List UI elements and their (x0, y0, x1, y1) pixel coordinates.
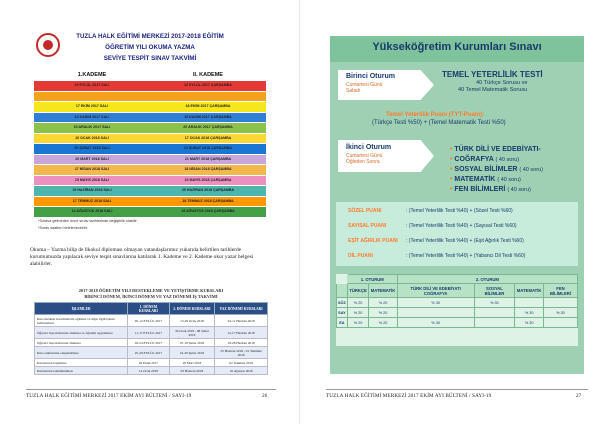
score-type-label: SAYISAL PUANI (348, 223, 387, 229)
score-type-label: EŞİT AĞIRLIK PUANI (348, 238, 398, 244)
score-formula-row (348, 223, 517, 229)
schedule-rows (34, 81, 266, 217)
weight-table-row (337, 318, 578, 328)
weight-table-corner (337, 275, 348, 284)
subject-question-count: ( 40 soru) (519, 167, 543, 173)
poster-title: Yükseköğretim Kurumları Sınavı (372, 41, 542, 53)
table-cell: 18-24 EYLÜL 2017 (128, 339, 169, 347)
weight-cell: % 30 (397, 298, 474, 308)
weight-group-session-1: 1. OTURUM (347, 275, 397, 284)
course-calendar-table (34, 302, 268, 375)
weight-subheader-cell: TÜRK DİLİ VE EDEBİYATI COĞRAFYA (397, 284, 474, 298)
session-1-time: Sabah (346, 88, 361, 94)
schedule-date-level-2: 17 OCAK 2018 ÇARŞAMBA (184, 135, 232, 140)
weight-cell: % 30 (474, 298, 515, 308)
session-2-name: İkinci Oturum (346, 144, 392, 151)
subject-line (450, 176, 521, 183)
weight-cell (474, 308, 515, 318)
schedule-date-level-2: 20 HAZİRAN 2018 ÇARŞAMBA (181, 188, 235, 192)
footer-rule-right (326, 389, 588, 390)
table-row (35, 327, 268, 339)
table-body (35, 315, 268, 375)
schedule-date-level-1: 19 EYLÜL 2017 SALI (74, 83, 110, 87)
weight-subheader-cell: MATEMATİK (515, 284, 544, 298)
weight-cell (515, 298, 544, 308)
schedule-row (34, 144, 266, 154)
weight-cell: % 20 (347, 308, 368, 318)
schedule-row (34, 186, 266, 196)
subject-line (450, 146, 541, 153)
table-cell: 11-17 EYLÜL 2017 (128, 327, 169, 339)
footer-title-left: TUZLA HALK EĞİTİMİ MERKEZİ 2017 EKİM AYI BÜLTENİ / SAYI-19 (26, 393, 192, 399)
tyt-score-line-1: Temel Yeterlilik Puanı (TYT-Puanı): (386, 112, 485, 118)
schedule-date-level-2: 15 KASIM 2017 ÇARŞAMBA (184, 114, 232, 119)
schedule-note-1: *Sınava gelmeden önce sınav tarihlerinde değişiklik olabilir (38, 218, 137, 223)
table-row (35, 347, 268, 359)
subject-line (450, 166, 543, 173)
subject-line (450, 156, 519, 163)
course-calendar-table-image (34, 288, 268, 376)
table-cell: Kurs merkezi koordinatörü, eğitmen ve diğer ilgili işlerin belirlenmesi (35, 315, 128, 327)
table-cell: 14 Ocak 2018 (128, 367, 169, 375)
weight-cell: % 20 (369, 308, 398, 318)
tyt-score-line-2: (Türkçe Testi %50) + (Temel Matematik Testi %50) (372, 120, 506, 126)
weight-cell: % 30 (515, 318, 544, 328)
session-2-time: Öğleden Sonra (346, 159, 380, 165)
schedule-date-level-1: 17 NİSAN 2018 SALI (74, 167, 110, 171)
column-header-level-1: 1.KADEME (77, 72, 107, 78)
weight-cell: % 30 (515, 308, 544, 318)
subject-question-count: ( 40 soru) (507, 187, 531, 193)
schedule-date-level-1: 14 KASIM 2017 SALI (74, 114, 110, 119)
table-cell: 19-26 Şubat 2018 (169, 347, 215, 359)
subject-name: SOSYAL BİLİMLER (454, 166, 518, 173)
score-formula: : (Temel Yeterlilik Testi %40) + (Eşit Ağırlık Testi %60) (406, 238, 524, 244)
weight-table-row (337, 298, 578, 308)
weight-cell: % 20 (347, 298, 368, 308)
table-header-cell: YAZ DÖNEMİ KURSLARI (215, 303, 268, 315)
subject-question-count: ( 40 soru) (497, 177, 521, 183)
weight-table-body (337, 298, 578, 328)
institution-logo-icon (36, 33, 60, 57)
table-cell: 12-17 Haziran 2018 (215, 327, 268, 339)
score-formula: : (Temel Yeterlilik Testi %40) + (Yabancı Dil Testi %60) (406, 253, 526, 259)
subject-name: FEN BİLİMLERİ (454, 186, 506, 193)
schedule-date-level-2: 20 ARALIK 2017 ÇARŞAMBA (183, 125, 233, 129)
weight-cell: SÖZ (337, 298, 348, 308)
weight-subheader-cell: FEN BİLİMLERİ (543, 284, 577, 298)
score-formula-panel (336, 202, 578, 266)
tyt-title: TEMEL YETERLİLİK TESTİ (442, 70, 543, 79)
subject-bullet-icon: • (450, 166, 455, 173)
schedule-row (34, 123, 266, 133)
schedule-date-level-1: 20 ŞUBAT 2018 SALI (74, 146, 110, 150)
score-formula-row (348, 238, 524, 244)
schedule-date-level-2: 18 NİSAN 2018 ÇARŞAMBA (184, 167, 232, 171)
page-number-left: 26 (262, 393, 268, 399)
exam-schedule-card (34, 30, 266, 240)
session-2-day: Cumartesi Günü (346, 153, 383, 159)
weight-cell (543, 298, 577, 308)
schedule-date-level-2 (150, 92, 266, 102)
table-cell: 05-12 EYLÜL 2017 (128, 315, 169, 327)
table-header-cell: 1. DÖNEM KURSLARI (128, 303, 169, 315)
schedule-header (34, 30, 266, 70)
score-formula: : (Temel Yeterlilik Testi %40) + (Sayısal Testi %60) (406, 223, 517, 229)
weight-subheader-cell (337, 284, 348, 298)
schedule-row (34, 155, 266, 165)
table-cell: Kurslarının başlaması (35, 359, 128, 367)
subject-bullet-icon: • (450, 146, 455, 153)
schedule-date-level-2: 20 EYLÜL 2017 ÇARŞAMBA (184, 83, 232, 87)
literacy-exam-paragraph: Okuma – Yazma bilip de llkokul diploması olmayan vatandaşlarımız yukarıda belirtilen tarihlerde kurumumuzda yapılacak seviye tespit sınavlarına katılarak 1. Kademe ve 2. Kademe okur yazar belgesi alabilirler. (30, 247, 254, 268)
score-formula: : (Temel Yeterlilik Testi %40) + (Sözel Testi %60) (406, 208, 513, 214)
table-row (35, 315, 268, 327)
schedule-row (34, 134, 266, 144)
weight-cell (543, 318, 577, 328)
table-cell: Öğrenci başvurularının alınması ve öğretim uygulaması (35, 327, 128, 339)
table-header-cell: İŞLEMLER (35, 303, 128, 315)
weight-subheader-cell: TÜRKÇE (347, 284, 368, 298)
schedule-date-level-2: 16 MAYIS 2018 ÇARŞAMBA (184, 177, 232, 182)
weight-cell: % 30 (543, 308, 577, 318)
schedule-date-level-1: 15 MAYIS 2018 SALI (74, 177, 110, 182)
table-cell: Kurs sınıflarının oluşturulması (35, 347, 128, 359)
subject-question-count: ( 40 soru) (495, 157, 520, 163)
weight-cell: % 20 (369, 318, 398, 328)
schedule-date-level-1: 17 TEMMUZ 2018 SALI (72, 198, 112, 203)
schedule-date-level-2: 18 EKİM 2017 ÇARŞAMBA (185, 104, 231, 108)
subject-bullet-icon: • (450, 176, 455, 183)
weight-table-group-row (337, 275, 578, 284)
subject-line (450, 186, 531, 193)
schedule-date-level-2: 21 MART 2018 ÇARŞAMBA (184, 156, 232, 161)
schedule-date-level-1: 16 OCAK 2018 SALI (75, 135, 109, 140)
table-header-row (35, 303, 268, 315)
session-1-name: Birinci Oturum (346, 73, 396, 80)
schedule-date-level-1: 19 HAZİRAN 2018 SALI (72, 188, 112, 192)
footer-rule-left (26, 389, 276, 390)
table-cell: 25 Haziran 2018 - 01 Temmuz 2018 (215, 347, 268, 359)
right-page (300, 0, 600, 424)
table-cell: 04-11 Haziran 2018 (215, 315, 268, 327)
subject-name: MATEMATİK (454, 176, 496, 183)
schedule-title-line-2: ÖĞRETİM YILI OKUMA YAZMA (105, 44, 195, 51)
score-formula-row (348, 253, 525, 259)
table-row (35, 367, 268, 375)
schedule-row (34, 165, 266, 175)
table-cell: 07-18 Şubat 2018 (169, 339, 215, 347)
schedule-row (34, 92, 266, 102)
table-title-2: BİRİNCİ DÖNEM, İKİNCİ DÖNEM VE YAZ DÖNEMİ İŞ TAKVİMİ (84, 294, 218, 299)
weight-cell: SAY (337, 308, 348, 318)
schedule-title-line-1: TUZLA HALK EĞİTİMİ MERKEZİ 2017-2018 EĞİTİM (76, 33, 224, 40)
subject-bullet-icon: • (450, 156, 455, 163)
table-row (35, 339, 268, 347)
weight-table-row (337, 308, 578, 318)
table-cell: Kurslarının tamamlanması (35, 367, 128, 375)
yks-exam-poster (330, 36, 584, 374)
table-header-cell: 2. DÖNEM KURSLARI (169, 303, 215, 315)
page-number-right: 27 (576, 393, 582, 399)
table-title-1: 2017-2018 ÖĞRETİM YILI DESTEKLEME VE YETİŞTİRME KURSLARI (78, 288, 224, 293)
weight-cell (474, 318, 515, 328)
table-cell: 26 Mart 2018 (169, 359, 215, 367)
schedule-date-level-1: 20 MART 2018 SALI (75, 156, 109, 161)
table-row (35, 359, 268, 367)
score-type-label: SÖZEL PUANI (348, 208, 382, 214)
schedule-date-level-1: 17 EKİM 2017 SALI (75, 104, 109, 108)
schedule-row (34, 176, 266, 186)
subject-name: COĞRAFYA (454, 156, 494, 163)
schedule-date-level-1 (34, 92, 150, 102)
schedule-row (34, 102, 266, 112)
schedule-row (34, 113, 266, 123)
table-cell: 25-29 EYLÜL 2017 (128, 347, 169, 359)
table-cell: 02 Ekim 2017 (128, 359, 169, 367)
weight-cell: % 20 (369, 298, 398, 308)
schedule-date-level-1: 14 AĞUSTOS 2018 SALI (71, 209, 113, 213)
weight-cell: % 30 (397, 318, 474, 328)
weight-cell: EA (337, 318, 348, 328)
table-cell: 15-29 Ocak 2018 (169, 315, 215, 327)
table-cell: 30 Ocak 2018 - 08 Şubat 2018 (169, 327, 215, 339)
weight-table (336, 274, 578, 328)
subject-name: TÜRK DİLİ VE EDEBİYATI- (454, 146, 541, 153)
schedule-column-headers (34, 70, 266, 80)
weight-subheader-cell: MATEMATİK (369, 284, 398, 298)
session-1-day: Cumartesi Günü (346, 82, 383, 88)
score-type-label: DİL PUANI (348, 253, 373, 259)
schedule-note-2: *Sınav saatleri belirlenecektir. (38, 225, 88, 230)
weight-table-subheader-row (337, 284, 578, 298)
column-header-level-2: II. KADEME (193, 72, 223, 78)
table-cell: Öğrenci başvurularının alınması (35, 339, 128, 347)
schedule-row (34, 207, 266, 217)
tyt-line-2: 40 Temel Matematik Sorusu (458, 87, 528, 93)
weight-table-panel (336, 274, 578, 346)
weight-group-session-2: 2. OTURUM (397, 275, 577, 284)
schedule-date-level-1: 19 ARALIK 2017 SALI (73, 125, 111, 129)
tyt-line-1: 40 Türkçe Sorusu ve (476, 80, 528, 86)
schedule-date-level-2: 18 TEMMUZ 2018 ÇARŞAMBA (182, 198, 234, 203)
table-cell: 10 Ağustos 2018 (215, 367, 268, 375)
table-cell: 18-28 Haziran 2018 (215, 339, 268, 347)
schedule-date-level-2: 21 ŞUBAT 2018 ÇARŞAMBA (183, 146, 233, 150)
schedule-title-line-3: SEVİYE TESPİT SINAV TAKVİMİ (103, 55, 197, 62)
schedule-date-level-2: 15 AĞUSTOS 2018 ÇARŞAMBA (181, 209, 235, 213)
table-cell: 03 Haziran 2018 (169, 367, 215, 375)
footer-title-right: TUZLA HALK EĞİTİMİ MERKEZİ 2017 EKİM AYI BÜLTENİ / SAYI-19 (326, 393, 492, 399)
weight-cell: % 20 (347, 318, 368, 328)
table-cell: 02 Temmuz 2018 (215, 359, 268, 367)
score-formula-row (348, 208, 513, 214)
schedule-row (34, 197, 266, 207)
weight-subheader-cell: SOSYAL BİLİMLER (474, 284, 515, 298)
weight-cell (397, 308, 474, 318)
subject-bullet-icon: • (450, 186, 455, 193)
schedule-row (34, 81, 266, 91)
